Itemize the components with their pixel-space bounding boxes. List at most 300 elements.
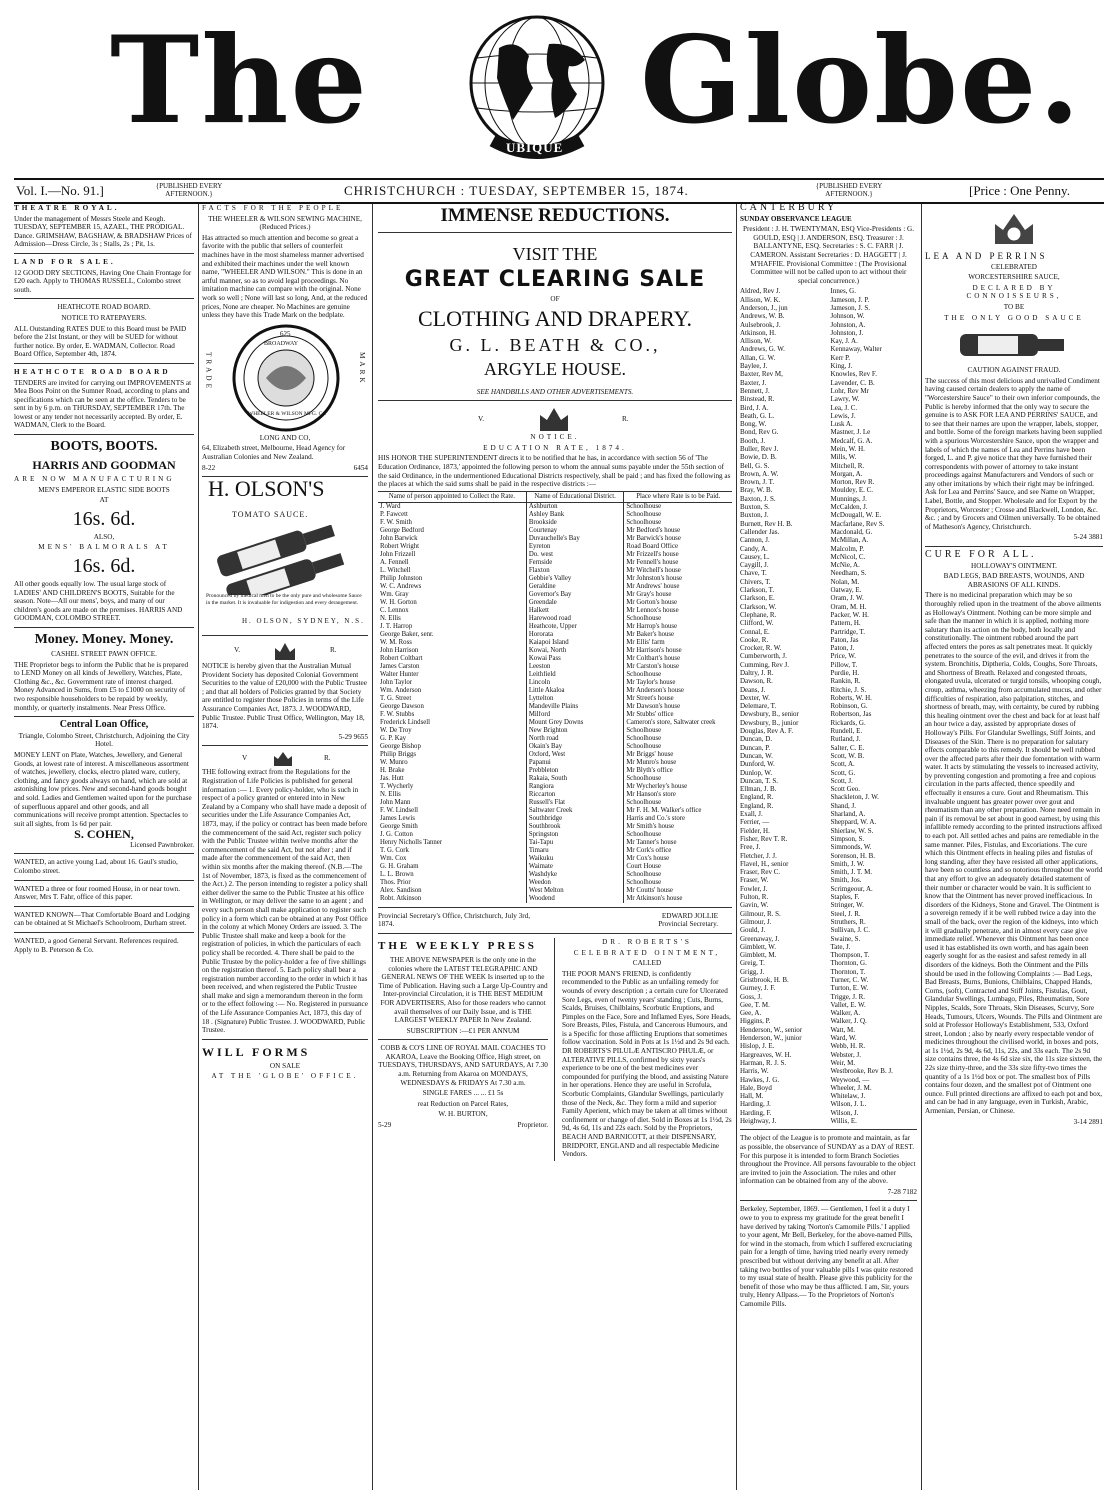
table-row [378,863,732,871]
table-row [378,855,732,863]
long-ref-2: 6454 [353,463,368,472]
table-cell: John Barwick [380,534,418,542]
table-row [378,823,732,831]
table-cell: New Brighton [526,727,624,735]
list-item: Dawson, R. [740,677,773,686]
table-row [378,815,732,823]
table-cell: Wm. Anderson [380,686,422,694]
list-item: Willis, E. [830,1117,857,1126]
olson-sauce-ad [202,476,368,631]
table-cell: Mr Dawson's house [624,703,732,711]
table-cell: George Smith [380,822,418,830]
notice-amp-body: NOTICE is hereby given that the Australian Mutual Provident Society has deposited Colonial Government Securities to the value of £20,000 with the Public Trustee ; and that all holders of Policies granted by that Society are entitled to register those Policies in terms of the Life Assurance Companies Act, 1873. J. WOODWARD, Public Trustee. Public Trust Office, Wellington, May 18, 1874. [202,662,367,731]
table-cell: Mr Ellis' farm [624,639,732,647]
list-item: Andrews, G. W. [740,345,785,354]
list-item: Jameson, J. P. [830,295,870,304]
list-item: England, R. [740,793,774,802]
table-row [378,807,732,815]
list-item: Bell, G. S. [740,461,770,470]
table-cell: Waikuku [526,855,624,863]
table-header: Name of person appointed to Collect the Rate. [378,491,526,502]
list-item: Chave, T. [740,569,767,578]
table-cell: Mount Grey Downs [526,719,624,727]
beath-and-co: G. L. BEATH & CO., [449,334,661,355]
table-cell: L. Witchell [380,566,411,574]
table-cell: Rakaia, South [526,775,624,783]
wanted-ad-1: WANTED, an active young Lad, about 16. Gaul's studio, Colombo street. [14,858,178,876]
price: [Price : One Penny. [969,183,1070,198]
list-item: Crocker, R. W. [740,644,782,653]
burton-ref: 5-29 [378,1121,392,1130]
list-item: King, J. [830,362,853,371]
list-item: Rankin, R. [830,677,861,686]
list-item: Partridge, T. [830,627,866,636]
masthead-title-right: Globe. [640,10,1083,151]
boots-heading: BOOTS, BOOTS. [50,439,158,455]
column-2 [202,204,368,1494]
table-cell: Geraldine [526,583,624,591]
table-cell: Kowai, North [526,647,624,655]
table-cell: F. W. Stubbs [380,710,415,718]
table-cell: Timaru [526,847,624,855]
table-row [378,783,732,791]
list-item: Webster, J. [830,1050,861,1059]
single-fares: SINGLE FARES ... ... £1 5s [422,1089,504,1098]
table-cell: Eyreton [526,543,624,551]
lea-only: THE ONLY GOOD SAUCE [944,313,1084,322]
list-item: Clifford, W. [740,619,774,628]
table-cell: Courtenay [526,527,624,535]
table-cell: Hororata [526,631,624,639]
table-cell: Milford [526,711,624,719]
list-item: Hislop, J. E. [740,1042,775,1051]
list-item: Wilson, J. [830,1108,859,1117]
table-cell: Frederick Lindsell [380,718,431,726]
list-item: Duncan, W. [740,751,773,760]
list-item: McDougall, W. E. [830,511,882,520]
list-item: Duncan, D. [740,735,773,744]
table-cell: Oxford, West [526,751,624,759]
table-row [378,791,732,799]
table-row [378,559,732,567]
cure-subheading-2: BAD LEGS, BAD BREASTS, WOUNDS, AND ABRASIONS OF ALL KINDS. [943,572,1085,589]
list-item: Henderson, W., junior [740,1034,802,1043]
table-cell: Schoolhouse [624,519,732,527]
lea-heading: LEA AND PERRINS [925,251,1048,261]
table-cell: F. W. Smith [380,518,412,526]
list-item: Lavender, C. B. [830,378,875,387]
list-item: Sorenson, H. B. [830,851,876,860]
seal-street: BROADWAY [264,340,299,347]
list-item: Scott Geo. [830,785,861,794]
table-cell: John Frizzell [380,550,416,558]
immense-reductions: IMMENSE REDUCTIONS. [440,205,670,226]
table-cell: John Mann [380,798,411,806]
table-cell: Mr Blyth's office [624,767,732,775]
olson-footnote: Pronounced by medical men to be the only pure and wholesome Sauce in the market. It is invaluable for indigestion and every derangement. [206,593,362,606]
table-cell: Mr Gorton's house [624,599,732,607]
column-4 [740,204,917,1494]
list-item: Rutland, J. [830,735,861,744]
table-cell: Mr Harrison's house [624,647,732,655]
table-row [378,671,732,679]
roberts-body: THE POOR MAN'S FRIEND, is confidently recommended to the Public as an unfailing remedy for wounds of every description ; a certain cure for Ulcerated Sore Legs, even of twenty years' standing ; Cuts, Burns, Scalds, Bruises, Chilblains, Scorbutic Eruptions, and Pimples on the Face, Sore and Inflamed Eyes, Sore Heads, Sore Breasts, Piles, Fistula, and Cancerous Humours, and is a Specific for those afflicting Eruptions that sometimes follow vaccination. Sold in Pots at 1s 1½d and 2s 9d each. DR ROBERTS'S PILULÆ ANTISCRO PHULÆ, or ALTERATIVE PILLS, confirmed by sixty years's experience to be one of the best medicines ever compounded for purifying the blood, and assisting Nature in her operations. Hence they are useful in Scrofula, Scorbutic Complaints, Glandular Swellings, particularly those of the Neck, &c. They form a mild and superior Family Aperient, which may be taken at all times without confinement or change of diet. Sold in Boxes at 1s 1½d, 2s 9d, 4s 6d, 11s and 22s each. Sold by the Proprietors, BEACH AND BARNICOTT, at their DISPENSARY, BRIDPORT, ENGLAND and all respectable Medicine Vendors. [561,969,732,1159]
place-date: CHRISTCHURCH : TUESDAY, SEPTEMBER 15, 1874. [344,183,689,198]
table-cell: West Melton [526,887,624,895]
table-row [378,687,732,695]
list-item: Kerr P. [830,353,850,362]
parcel-rates: reat Reduction on Parcel Rates, [417,1099,509,1108]
table-row [378,583,732,591]
loan-subheading: Triangle, Colombo Street, Christchurch, Adjoining the City Hotel. [18,731,190,749]
table-row [378,751,732,759]
harris-also: ALSO, [93,532,115,541]
masthead [0,0,1114,178]
cohen-name: S. COHEN, [74,827,134,842]
table-cell: North road [526,735,624,743]
table-cell: T. Wycherly [380,782,414,790]
list-item: Price, W. [830,652,856,661]
published-note-right: {PUBLISHED EVERY AFTERNOON.} [815,182,883,198]
list-item: Turner, C. W. [830,975,869,984]
table-cell: Mr Baker's house [624,631,732,639]
table-cell: G. P. Kay [380,734,407,742]
royal-crest-icon [536,405,572,433]
pawn-body: THE Proprietor begs to inform the Public that he is prepared to LEND Money on all kinds of Jewellery, Watches, Plate, Clothing &c., &c. Government rate of interest charged. Money Advanced in Sums, from £5 to £1000 on security of two responsible householders to be repaid by weekly, monthly, or quarterly instalments. Near Press Office. [14,660,189,712]
table-cell: Alex. Sandison [380,886,422,894]
list-item: Shand, J. [830,801,856,810]
list-item: Lea, J. C. [830,403,858,412]
table-cell: Kaiapoi Island [526,639,624,647]
list-item: Morgan, A. [830,469,863,478]
list-item: Macdonald, G. [830,527,873,536]
table-cell: J. T. Harrop [380,622,413,630]
list-item: Daltry, J. R. [740,669,774,677]
table-cell: W. H. Gorton [380,598,417,606]
list-item: Roberts, W. H. [830,693,872,702]
table-cell: Mr Tanner's house [624,839,732,847]
list-item: Harman, R. J. S. [740,1058,787,1067]
table-cell: Leeston [526,663,624,671]
list-item: Greig, T. [740,959,765,968]
list-item: England, R. [740,801,774,810]
list-item: Staples, F. [830,893,860,902]
table-cell: Mr Street's house [624,695,732,703]
list-item: Connal, E. [740,627,770,636]
table-cell: Prebbleton [526,767,624,775]
list-item: Buller, Rev J. [740,444,779,453]
wanted-ad-3: WANTED KNOWN—That Comfortable Board and Lodging can be obtained at St Michael's Schoolroom, Durham street. [14,910,190,928]
list-item: Fraser, Rev C. [740,868,781,877]
lea-ref: 5-24 3881 [1073,533,1103,542]
list-item: Shierlaw, W. S. [830,826,874,835]
list-item: Lawry, W. [830,395,860,404]
table-cell: Mr Andrews' house [624,583,732,591]
table-row [378,615,732,623]
table-cell: Schoolhouse [624,743,732,751]
list-item: Thompson, T. [830,951,870,960]
lower-ads [378,938,732,1161]
list-item: Westbrooke, Rev B. J. [830,1067,893,1076]
table-row [378,679,732,687]
table-cell: Mr Bedford's house [624,527,732,535]
list-item: Delemare, T. [740,702,777,711]
table-cell: Southbrook [526,823,624,831]
list-item: Allison, W. K. [740,295,781,304]
table-row [378,551,732,559]
money-heading: Money. Money. Money. [34,632,174,647]
table-cell: Schoolhouse [624,871,732,879]
table-cell: Riccarton [526,791,624,799]
table-cell: George Bedford [380,526,424,534]
table-cell: Mr Anderson's house [624,687,732,695]
burton-title: Proprietor. [517,1121,548,1130]
list-item: Buxton, J. [740,511,769,520]
table-cell: Schoolhouse [624,511,732,519]
list-item: Bond, Rev G. [740,428,779,437]
list-item: Macfarlane, Rev S. [830,519,885,528]
table-cell: Schoolhouse [624,831,732,839]
column-3 [378,204,732,1494]
list-item: Aulsebrook, J. [740,320,781,329]
harris-heading: HARRIS AND GOODMAN [32,458,176,473]
list-item: Pattern, H. [830,619,861,628]
table-row [378,639,732,647]
sauce-bottles-icon [212,525,362,595]
committee-names [740,287,917,1125]
table-row [378,599,732,607]
list-item: Aldred, Rev J. [740,287,781,296]
list-item: Baxton, J. S. [740,494,776,503]
table-row [378,527,732,535]
heathcote-heading: HEATHCOTE ROAD BOARD. [57,303,151,312]
list-item: Mastner, J. Le [830,428,871,437]
cure-heading: CURE FOR ALL. [925,549,1037,561]
list-item: Turton, E. W. [830,984,869,993]
table-row [378,607,732,615]
table-cell: Thos. Prior [380,878,411,886]
list-item: Scott, J. [830,776,853,785]
column-rule [921,204,922,1490]
table-cell: Jas. Hutt [380,774,404,782]
vr-left-2: V [242,754,248,763]
list-item: Packer, W. H. [830,610,869,619]
table-row [378,743,732,751]
list-item: Steel, J. R. [830,909,861,918]
list-item: Cannon, J. [740,536,770,545]
table-cell: Heathcote, Upper [526,623,624,631]
jollie-title: Provincial Secretary. [658,920,718,929]
list-item: Kennaway, Walter [830,345,882,354]
vr-right-3: R. [622,415,629,424]
list-item: Dewsbury, B., junior [740,718,799,727]
list-item: Weywood, — [830,1075,870,1084]
list-item: Pillow, T. [830,660,858,669]
burton-name: W. H. BURTON, [438,1110,488,1119]
list-item: Shackleton, J. W. [830,793,879,802]
list-item: Robinson, G. [830,702,868,711]
list-item: Walker, A. [830,1009,861,1018]
list-item: Heighway, J. [740,1117,777,1126]
table-row [378,711,732,719]
list-item: Sharland, A. [830,810,866,819]
table-cell: Governor's Bay [526,591,624,599]
list-item: Wheeler, J. M. [830,1083,872,1092]
list-item: Fraser, W. [740,876,769,885]
lea-perrins-crest-icon [989,208,1039,248]
table-cell: Road Board Office [624,543,732,551]
column-rule [554,938,556,1161]
list-item: Needham, S. [830,569,867,578]
table-cell: Leithfield [526,671,624,679]
harris-line: ARE NOW MANUFACTURING [14,475,175,484]
argyle-house: ARGYLE HOUSE. [484,358,626,379]
list-item: Simmonds, W. [830,843,872,852]
table-cell: W. Munro [380,758,408,766]
list-item: Oatway, E. [830,586,862,595]
great-clearing-sale: GREAT CLEARING SALE [404,267,706,292]
table-row [378,839,732,847]
table-cell: P. Fawcett [380,510,408,518]
list-item: Salter, C. E. [830,743,865,752]
list-item: McNicol, C. [830,552,866,561]
list-item: Mouldey, E. C. [830,486,874,495]
table-row [378,543,732,551]
list-item: Johnston, J. [830,328,864,337]
table-cell: Mr Harrop's house [624,623,732,631]
table-row [378,887,732,895]
clothing-and-drapery: CLOTHING AND DRAPERY. [417,305,692,331]
table-cell: Robert Wright [380,542,420,550]
lea-sauce: WORCESTERSHIRE SAUCE, [968,273,1060,282]
table-cell: N. Ellis [380,614,401,622]
table-cell: Schoolhouse [624,671,732,679]
list-item: Gristbrook, H. B. [740,975,789,984]
table-row [378,879,732,887]
list-item: Weir, M. [830,1058,856,1067]
table-cell: Gebbie's Valley [526,575,624,583]
table-cell: Washdyke [526,871,624,879]
weekly-press-heading: THE WEEKLY PRESS [378,939,537,952]
globe-motto: UBIQUE [506,140,564,155]
list-item: Dunlop, W. [740,768,773,777]
list-item: Bowie, D. B. [740,453,777,462]
table-cell: Mr Munro's house [624,759,732,767]
heathcote-subheading: NOTICE TO RATEPAYERS. [61,313,147,322]
table-cell: L. L. Brown [380,870,414,878]
table-cell: J. Ward [380,502,401,510]
list-item: Ferrier, — [740,818,770,827]
table-cell: Flaxton [526,567,624,575]
table-cell: Mr Fennell's house [624,559,732,567]
will-forms-on-sale: ON SALE [269,1061,301,1070]
list-item: Swaine, S. [830,934,861,943]
list-item: Flavel, H., senior [740,859,789,868]
table-row [378,655,732,663]
vr-right-2: R. [324,754,331,763]
mark-label: MARK [358,351,366,386]
long-and-co: LONG AND CO, [259,433,311,442]
weekly-press-ad [378,938,548,1161]
league-heading: CANTERBURY [740,204,838,213]
list-item: Cumming, Rev J. [740,660,790,669]
list-item: Mitchell, R. [830,461,865,470]
list-item: Dewsbury, B., senior [740,710,799,719]
list-item: Candy, A. [740,544,768,553]
table-cell: Mr Frizzell's house [624,551,732,559]
table-cell: Lincoln [526,679,624,687]
list-item: Smith, Jos. [830,876,862,885]
list-item: Higgins, P. [740,1017,771,1026]
table-cell: George Dawson [380,702,424,710]
vr-left: V. [234,646,241,655]
see-handbills: SEE HANDBILLS AND OTHER ADVERTISEMENTS. [476,387,634,396]
seal-text: WHEELER & WILSON MFG. Co. [248,410,327,417]
list-item: Smith, J. T. M. [830,868,873,877]
table-row [378,703,732,711]
list-item: Gee, T. M. [740,1000,770,1009]
list-item: Scott, W. B. [830,751,865,760]
column-rule [736,204,737,1490]
table-cell: John Harrison [380,646,419,654]
vr-left-3: V. [478,415,485,424]
list-item: Morton, Rev R. [830,478,875,487]
list-item: Fulton, R. [740,893,769,902]
list-item: McMillan, A. [830,536,869,545]
list-item: Stringer, W. [830,901,864,910]
of: OF [550,295,560,303]
list-item: Tate, J. [830,942,851,951]
table-cell: Mr Atkinson's house [624,895,732,903]
list-item: Jameson, J. S. [830,303,870,312]
pawn-heading: CASHEL STREET PAWN OFFICE. [51,650,157,658]
table-cell: Mr Cox's house [624,855,732,863]
table-header: Place where Rate is to be Paid. [624,491,732,502]
heathcote2-body: TENDERS are invited for carrying out IMPROVEMENTS at Mea Boos Point on the Sumner Road, according to plans and specifications which can be seen at the office. Tenders to be sent in by 6 p.m. on THURSDAY, SEPTEMBER 17th. The lowest or any tender not necessarily accepted. By order, E. WADMAN, Clerk to the Board. [14,378,192,430]
list-item: Free, J. [740,843,761,852]
table-cell: Mr Stubbs' office [624,711,732,719]
table-cell: Mandeville Plains [526,703,624,711]
list-item: Thornton, T. [830,967,866,976]
table-cell: Papanui [526,759,624,767]
list-item: Andrews, W. B. [740,312,785,321]
table-cell: Okain's Bay [526,743,624,751]
table-row [378,663,732,671]
list-item: Gurney, J. F. [740,984,776,993]
list-item: Scrimgeour, A. [830,884,873,893]
jollie-name: EDWARD JOLLIE [661,911,718,920]
list-item: Cooke, R. [740,635,769,644]
table-cell: Mr Wycherley's house [624,783,732,791]
list-item: Sheppard, W. A. [830,818,877,827]
list-item: Robertson, Jas [830,710,872,719]
list-item: Whitelaw, J. [830,1092,866,1101]
list-item: Bong, W. [740,420,767,429]
seal-number: 625 [280,329,291,338]
olson-sauce-label: TOMATO SAUCE. [232,510,309,520]
will-forms-heading: WILL FORMS [202,1044,311,1059]
table-cell: Schoolhouse [624,879,732,887]
table-cell: G. H. Graham [380,862,419,870]
list-item: Greenaway, J. [740,934,780,943]
table-cell: Robt. Atkinson [380,894,422,902]
will-forms-at: AT THE 'GLOBE' OFFICE. [211,1072,359,1081]
table-cell: James Lewis [380,814,415,822]
trade-mark-block [202,322,368,434]
wanted-ad-2: WANTED a three or four roomed House, in or near town. Answer, Mrs T. Fahr, office of this paper. [14,884,181,902]
list-item: Mein, W. H. [830,444,865,453]
royal-crest-icon [272,640,298,662]
